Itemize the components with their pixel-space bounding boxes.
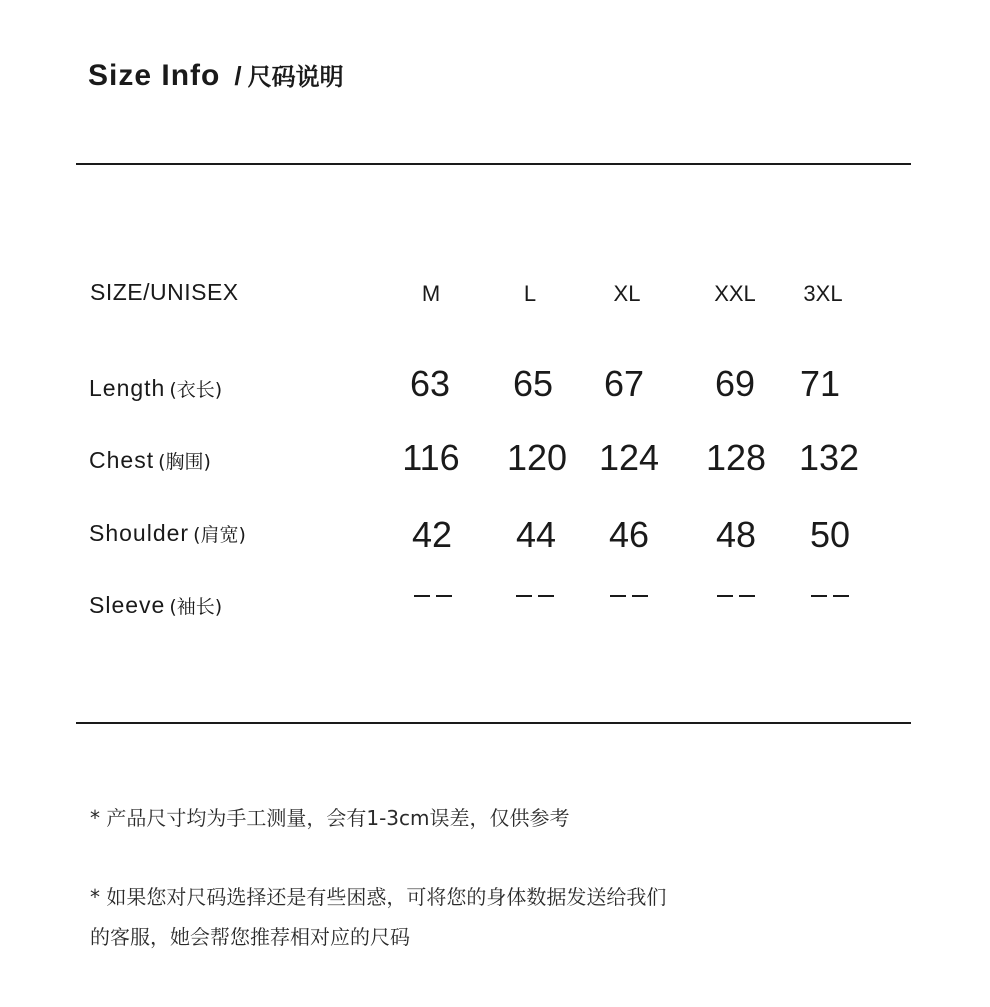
top-divider xyxy=(76,163,911,165)
length-xl: 67 xyxy=(603,363,645,404)
sleeve-xxl-dash xyxy=(716,587,756,607)
row-label-chest: Chest (胸围) xyxy=(89,447,211,473)
length-xxl: 69 xyxy=(714,363,756,404)
row-label-shoulder: Shoulder (肩宽) xyxy=(89,520,246,546)
length-3xl: 71 xyxy=(799,363,841,404)
chest-m: 116 xyxy=(402,437,460,478)
length-m: 63 xyxy=(409,363,451,404)
chest-xxl: 128 xyxy=(705,437,767,478)
chest-3xl: 132 xyxy=(798,437,860,478)
title-separator: / xyxy=(234,61,242,91)
row-label-sleeve: Sleeve (袖长) xyxy=(89,592,223,618)
customer-service-note-line-2: 的客服，她会帮您推荐相对应的尺码 xyxy=(90,925,410,949)
size-column-l: L xyxy=(523,281,537,306)
shoulder-3xl: 50 xyxy=(809,514,851,555)
title-chinese: 尺码说明 xyxy=(247,63,344,91)
size-column-3xl: 3XL xyxy=(803,281,843,306)
sleeve-m-dash xyxy=(413,587,453,607)
customer-service-note-line-1: * 如果您对尺码选择还是有些困惑，可将您的身体数据发送给我们 xyxy=(90,885,667,909)
row-label-length: Length (衣长) xyxy=(89,375,223,401)
shoulder-l: 44 xyxy=(515,514,557,555)
sleeve-l-dash xyxy=(515,587,555,607)
measurement-note: * 产品尺寸均为手工测量，会有1-3cm误差，仅供参考 xyxy=(90,806,570,830)
sleeve-xl-dash xyxy=(609,587,649,607)
shoulder-xl: 46 xyxy=(608,514,650,555)
size-column-xxl: XXL xyxy=(714,281,756,306)
chest-l: 120 xyxy=(506,437,568,478)
size-header-label: SIZE/UNISEX xyxy=(90,279,239,305)
sleeve-3xl-dash xyxy=(810,587,850,607)
length-l: 65 xyxy=(512,363,554,404)
shoulder-m: 42 xyxy=(411,514,453,555)
shoulder-xxl: 48 xyxy=(715,514,757,555)
bottom-divider xyxy=(76,722,911,724)
page-title xyxy=(88,58,344,98)
chest-xl: 124 xyxy=(598,437,660,478)
size-column-m: M xyxy=(421,281,441,306)
size-column-xl: XL xyxy=(613,281,641,306)
title-english: Size Info xyxy=(88,59,221,92)
